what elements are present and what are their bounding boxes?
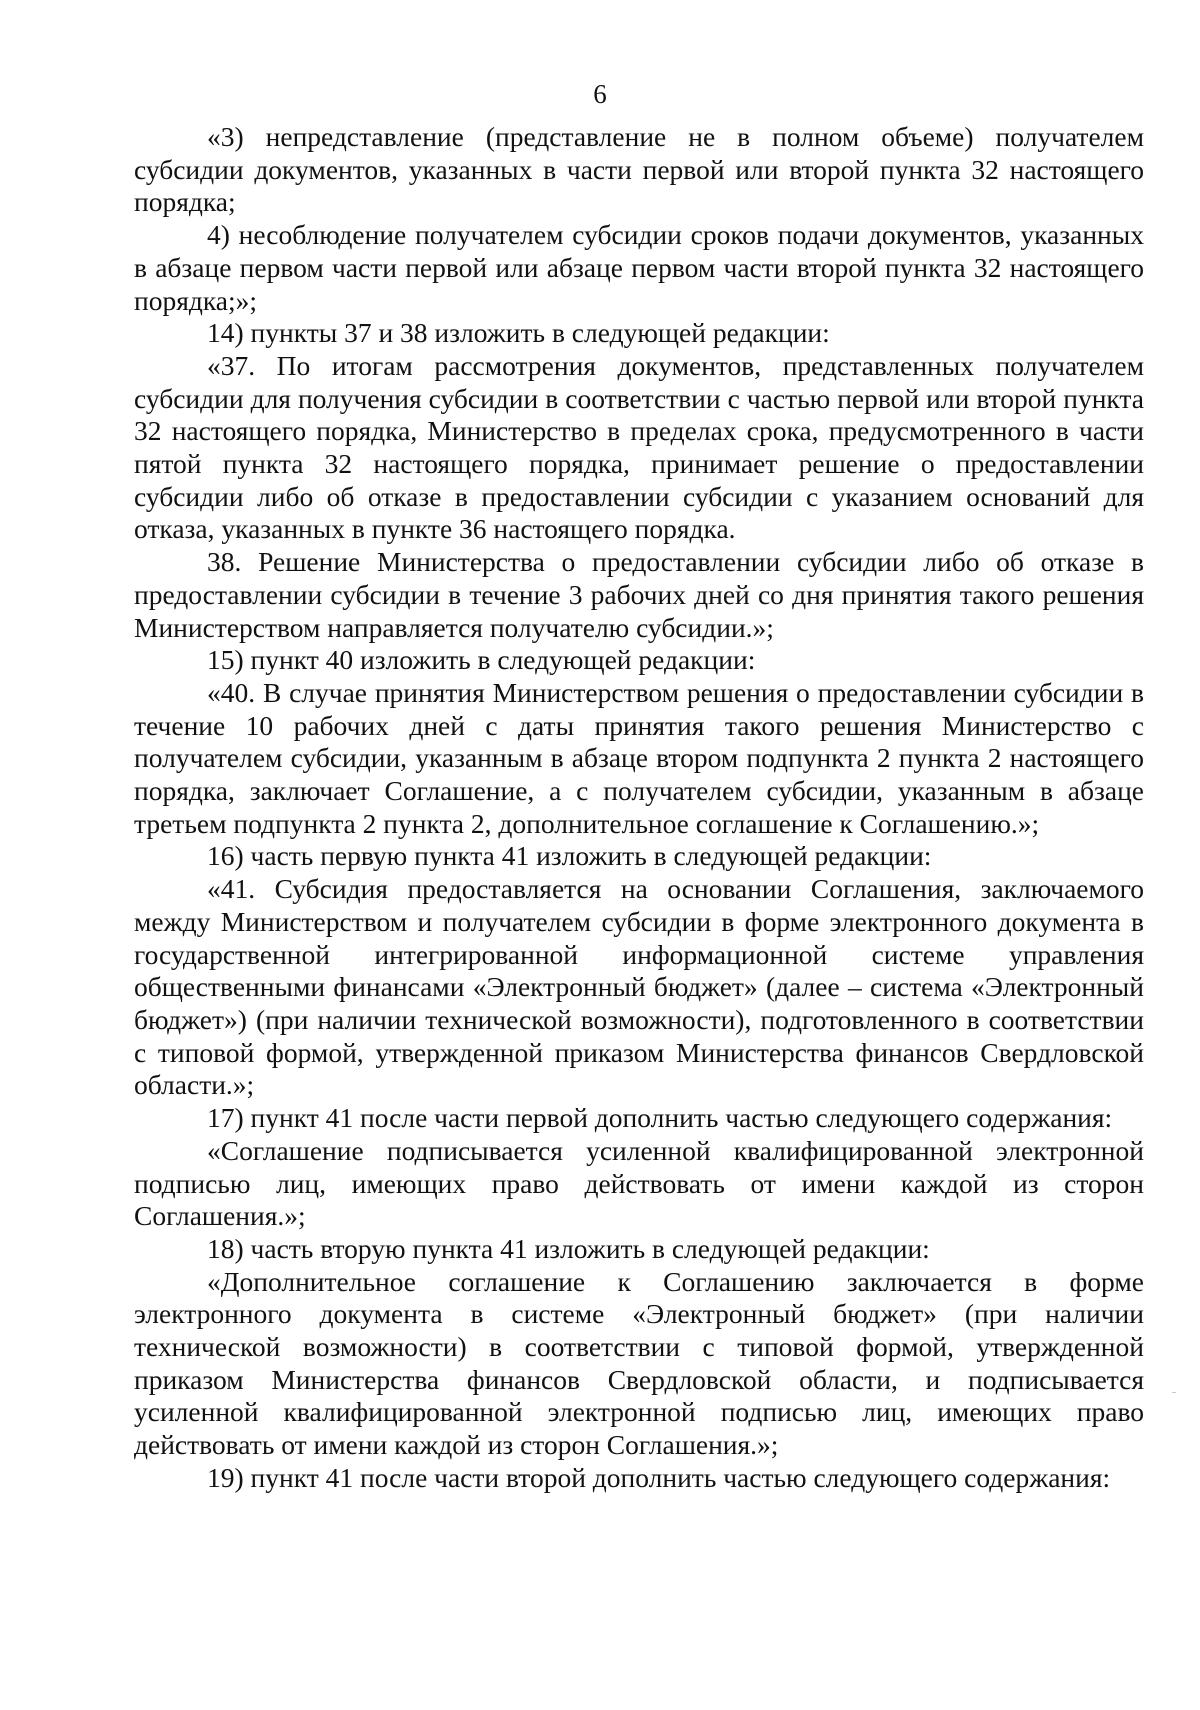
paragraph-point-37: «37. По итогам рассмотрения документов, представленных получателем субсидии для получения субсидии в соответствии с частью первой или второй пункта 32 настоящего порядка, Министерство в пределах срока, предусмотренного в части пятой пункта 32 настоящего порядка, принимает решение о предоставлении субсидии либо об отказе в предоставлении субсидии с указанием оснований для отказа, указанных в пункте 36 настоящего порядка. bbox=[134, 349, 1144, 545]
paragraph-amendment-17: 17) пункт 41 после части первой дополнить частью следующего содержания: bbox=[207, 1102, 1113, 1134]
paragraph-amendment-16: 16) часть первую пункта 41 изложить в следующей редакции: bbox=[207, 840, 932, 872]
paragraph-amendment-19: 19) пункт 41 после части второй дополнить частью следующего содержания: bbox=[207, 1461, 1111, 1493]
page-number: 6 bbox=[593, 79, 607, 109]
scan-edge-mark bbox=[1172, 1392, 1176, 1393]
paragraph-item-4-deadlines: 4) несоблюдение получателем субсидии сроков подачи документов, указанных в абзаце первом части первой или абзаце первом части второй пункта 32 настоящего порядка;»; bbox=[134, 219, 1144, 316]
document-body bbox=[134, 121, 1144, 1495]
paragraph-additional-agreement: «Дополнительное соглашение к Соглашению заключается в форме электронного документа в системе «Электронный бюджет» (при наличии технической возможности) в соответствии с типовой формой, утвержденной приказом Министерства финансов Свердловской области, и подписывается усиленной квалифицированной электронной подписью лиц, имеющих право действовать от имени каждой из сторон Соглашения.»; bbox=[134, 1265, 1144, 1461]
paragraph-amendment-14: 14) пункты 37 и 38 изложить в следующей редакции: bbox=[207, 317, 830, 349]
paragraph-agreement-signature: «Соглашение подписывается усиленной квалифицированной электронной подписью лиц, имеющих право действовать от имени каждой из сторон Соглашения.»; bbox=[134, 1134, 1144, 1232]
paragraph-point-38: 38. Решение Министерства о предоставлении субсидии либо об отказе в предоставлении субсидии в течение 3 рабочих дней со дня принятия такого решения Министерством направляется получателю субсидии.»; bbox=[134, 546, 1144, 643]
paragraph-point-40: «40. В случае принятия Министерством решения о предоставлении субсидии в течение 10 рабочих дней с даты принятия такого решения Министерство с получателем субсидии, указанным в абзаце втором подпункта 2 пункта 2 настоящего порядка, заключает Соглашение, а с получателем субсидии, указанным в абзаце третьем подпункта 2 пункта 2, дополнительное соглашение к Соглашению.»; bbox=[134, 676, 1144, 839]
paragraph-point-41: «41. Субсидия предоставляется на основании Соглашения, заключаемого между Министерством и получателем субсидии в форме электронного документа в государственной интегрированной информационной системе управления общественными финансами «Электронный бюджет» (далее – система «Электронный бюджет») (при наличии технической возможности), подготовленного в соответствии с типовой формой, утвержденной приказом Министерства финансов Свердловской области.»; bbox=[134, 873, 1144, 1101]
paragraph-amendment-18: 18) часть вторую пункта 41 изложить в следующей редакции: bbox=[207, 1232, 930, 1264]
paragraph-item-3-refusal-docs: «3) непредставление (представление не в полном объеме) получателем субсидии документов, указанных в части первой или второй пункта 32 настоящего порядка; bbox=[134, 121, 1144, 218]
paragraph-amendment-15: 15) пункт 40 изложить в следующей редакции: bbox=[207, 644, 756, 676]
